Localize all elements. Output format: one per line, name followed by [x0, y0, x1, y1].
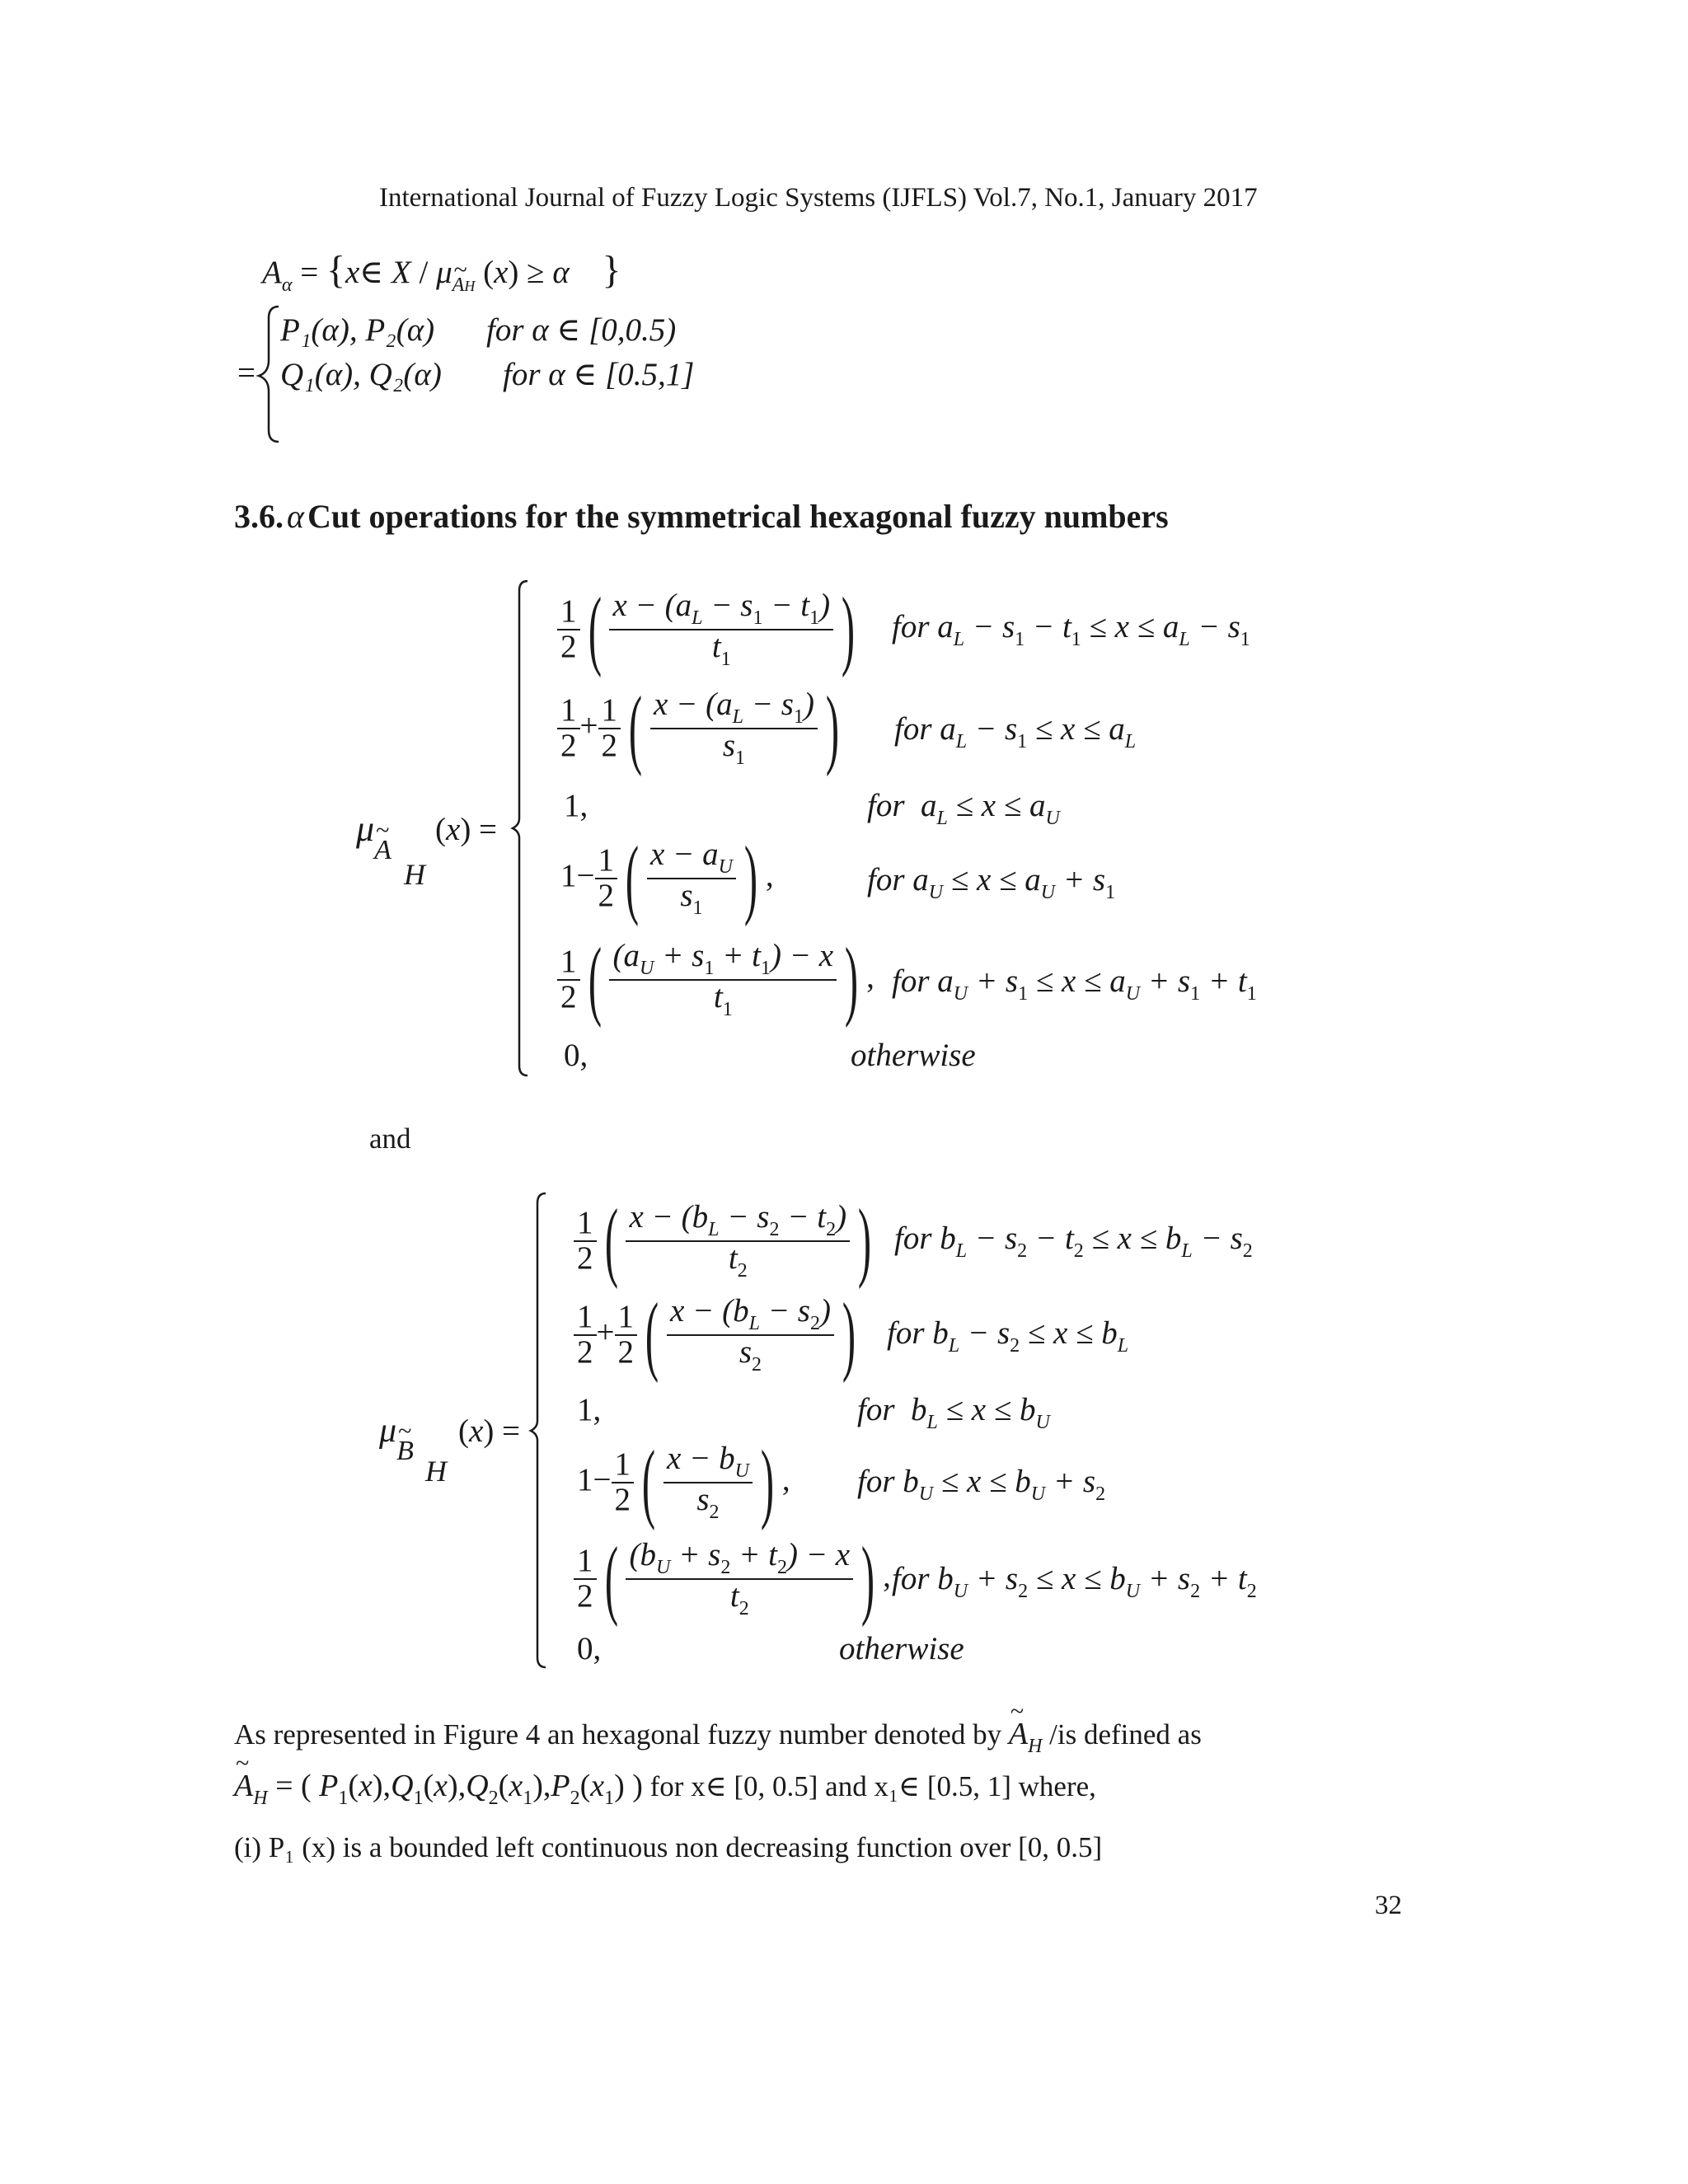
mu-A-row-5-cond: for $a_U + s_1 \le x \le a_U + s_1 + t_1$	[892, 963, 1257, 1005]
mu-B-row-4-expr: 1− $\frac{1}{2}$ ( $\frac{x - b_U}{s_2}$ ) ,	[577, 1433, 790, 1531]
mu-B-row-3-expr: 1,	[577, 1392, 602, 1427]
paragraph-1-post: /is defined as	[1049, 1718, 1202, 1750]
paragraph-2: ~ $A_H$ = ( $P_1(x),Q_1(x),Q_2(x_1),P_2(x_1)$ ) for x∈ [0, 0.5] and x₁∈ [0.5, 1] where,	[234, 1768, 1096, 1810]
mu-A-lhs: μ~ $_A$	[356, 808, 392, 866]
alpha-cut-case2-cond: for α ∈ [0.5,1]	[503, 357, 695, 392]
section-alpha-symbol: α	[287, 498, 304, 535]
item-i: (i) P₁ (x) is a bounded left continuous non decreasing function over [0, 0.5]	[234, 1831, 1103, 1863]
paragraph-1: As represented in Figure 4 an hexagonal fuzzy number denoted by ~ $A_H$ /is defined as	[234, 1716, 1202, 1758]
mu-B-arg: (x) =	[458, 1413, 521, 1449]
paragraph-2-tail: for x∈ [0, 0.5] and x₁∈ [0.5, 1] where,	[649, 1770, 1096, 1802]
alpha-cut-equals: =	[237, 355, 256, 391]
mu-B-row-2-cond: for $b_L - s_2 \le x \le b_L$	[887, 1315, 1129, 1357]
mu-B-row-6-cond: otherwise	[839, 1631, 964, 1666]
mu-A-row-6-expr: 0,	[564, 1038, 588, 1073]
mu-A-row-1-cond: for $a_L - s_1 - t_1 \le x \le a_L - s_1$	[892, 609, 1250, 650]
mu-A-row-2-expr: $\frac{1}{2}$ + $\frac{1}{2}$ ( $\frac{x - (a_L - s_1)}{s_1}$ )	[557, 684, 847, 773]
and-text: and	[369, 1122, 411, 1155]
alpha-cut-definition: $A_\alpha$ = {x∈ X / μ~ $_{AH}$ (x) ≥ α }	[262, 247, 621, 297]
mu-B-row-1-expr: $\frac{1}{2}$ ( $\frac{x - (b_L - s_2 - t_2)}{t_2}$ )	[574, 1197, 879, 1286]
mu-B-row-1-cond: for $b_L - s_2 - t_2 \le x \le b_L - s_2$	[894, 1221, 1253, 1262]
mu-A-row-3-cond: for $a_L \le x \le a_U$	[867, 788, 1060, 829]
paragraph-1-pre: As represented in Figure 4 an hexagonal fuzzy number denoted by	[234, 1718, 1002, 1750]
mu-A-H-subscript: H	[404, 858, 425, 891]
mu-B-row-6-expr: 0,	[577, 1631, 602, 1666]
mu-A-row-5-expr: $\frac{1}{2}$ ( $\frac{(a_U + s_1 + t_1) - x}{t_1}$ ) ,	[557, 935, 874, 1024]
mu-B-lhs: μ~ $_B$	[379, 1411, 414, 1467]
journal-header: International Journal of Fuzzy Logic Systems (IJFLS) Vol.7, No.1, January 2017	[379, 183, 1258, 213]
mu-B-row-3-cond: for $b_L \le x \le b_U$	[857, 1392, 1050, 1433]
mu-A-arg: (x) =	[435, 812, 498, 847]
mu-B-row-5-cond: for $b_U + s_2 \le x \le b_U + s_2 + t_2$	[892, 1561, 1257, 1602]
mu-B-brace	[531, 1193, 564, 1667]
alpha-cut-case2-expr: Q₁(α), Q₂(α)	[280, 357, 442, 392]
mu-B-H-subscript: H	[425, 1455, 447, 1488]
alpha-cut-case1-cond: for α ∈ [0,0.5)	[486, 312, 677, 348]
alpha-cut-case1-expr: P₁(α), P₂(α)	[280, 312, 435, 348]
mu-B-row-4-cond: for $b_U \le x \le b_U + s_2$	[857, 1464, 1106, 1505]
mu-A-row-2-cond: for $a_L - s_1 \le x \le a_L$	[894, 711, 1137, 752]
mu-A-brace	[513, 581, 546, 1076]
mu-A-row-6-cond: otherwise	[851, 1038, 976, 1073]
section-heading	[234, 497, 1169, 536]
mu-A-row-1-expr: $\frac{1}{2}$ ( $\frac{x - (a_L - s_1 - t_1)}{t_1}$ )	[557, 585, 863, 674]
mu-B-row-2-expr: $\frac{1}{2}$ + $\frac{1}{2}$ ( $\frac{x - (b_L - s_2)}{s_2}$ )	[574, 1291, 864, 1380]
mu-A-row-4-cond: for $a_U \le x \le a_U + s_1$	[867, 862, 1116, 903]
mu-A-row-3-expr: 1,	[564, 788, 588, 823]
mu-A-row-4-expr: 1− $\frac{1}{2}$ ( $\frac{x - a_U}{s_1}$ ) ,	[560, 829, 774, 927]
mu-B-row-5-expr: $\frac{1}{2}$ ( $\frac{(b_U + s_2 + t_2) - x}{t_2}$ ) ,	[574, 1535, 891, 1624]
section-title: Cut operations for the symmetrical hexagonal fuzzy numbers	[307, 498, 1169, 535]
section-number: 3.6.	[234, 498, 284, 535]
page-number: 32	[1375, 1891, 1402, 1920]
